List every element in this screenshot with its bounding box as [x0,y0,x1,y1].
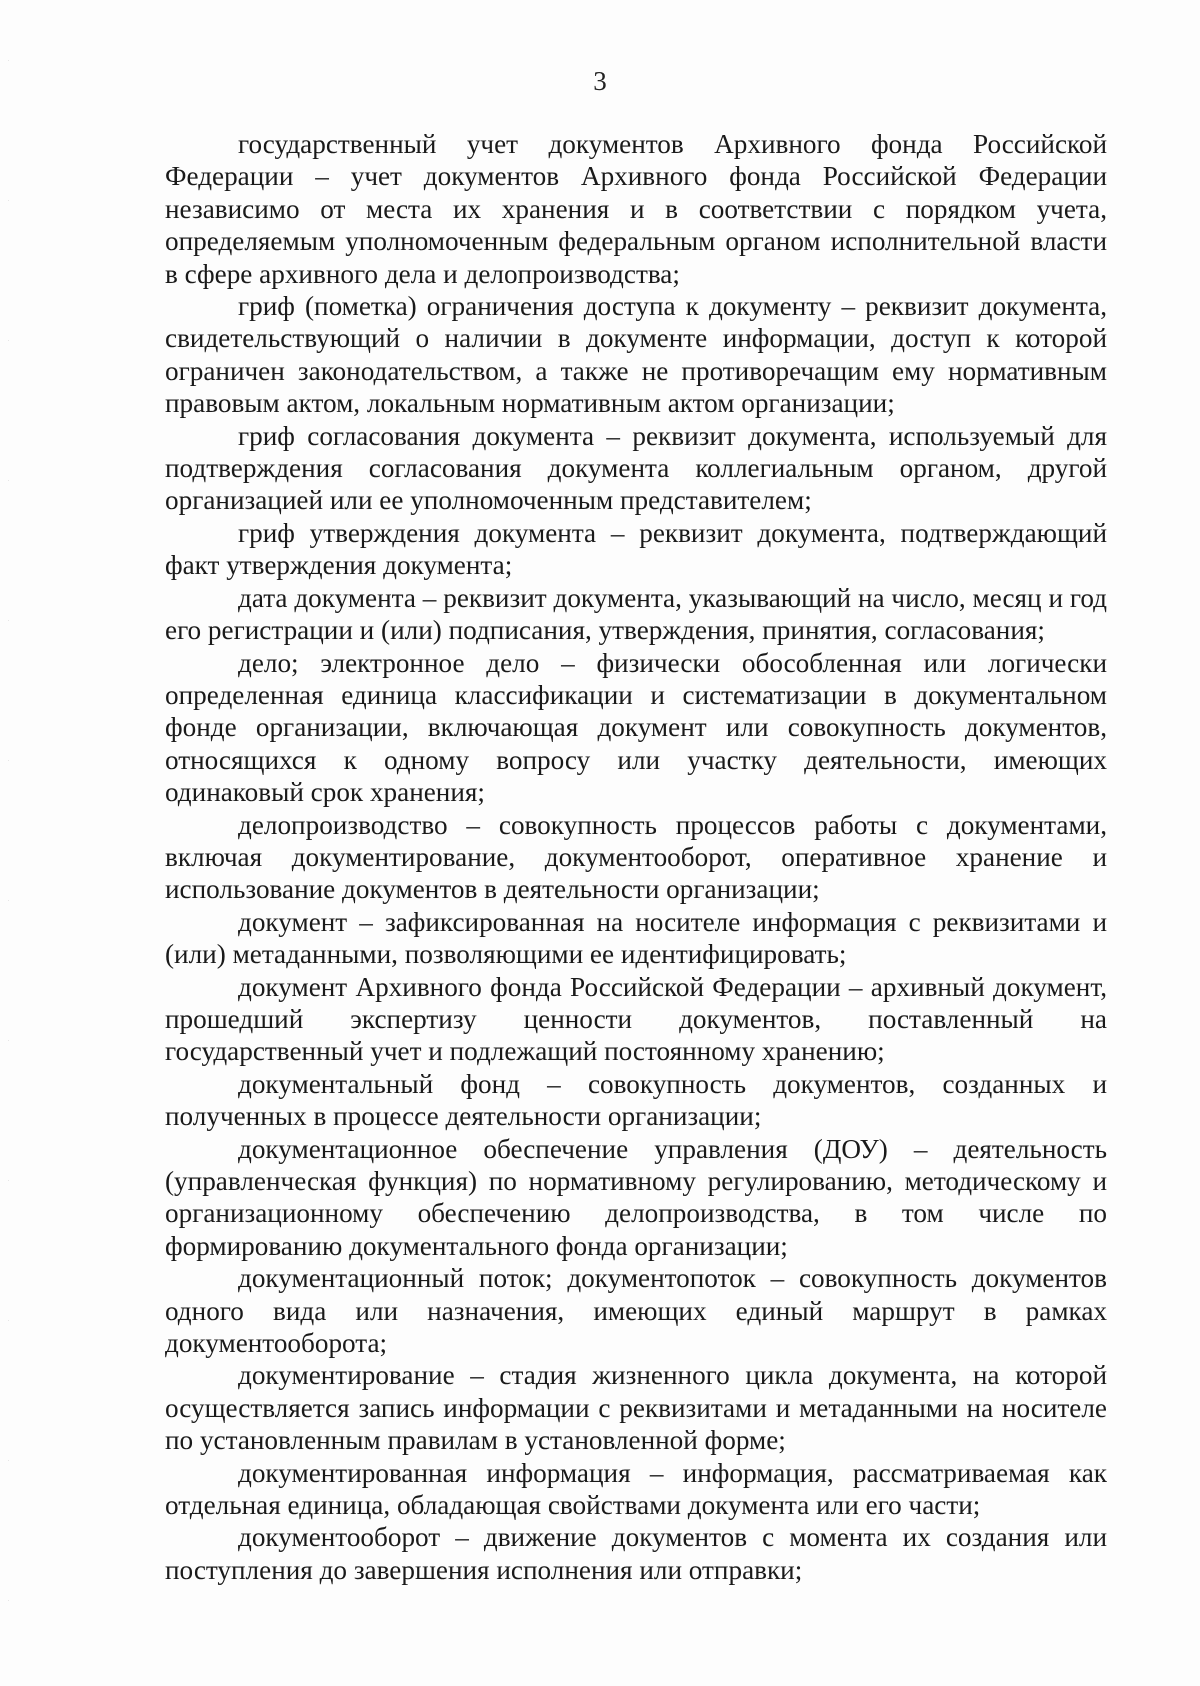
paragraph: делопроизводство – совокупность процессов работы с документами, включая документирование, документооборот, оперативное хранение и использование документов в деятельности организации; [165,809,1107,905]
paragraph: гриф утверждения документа – реквизит документа, подтверждающий факт утверждения документа; [165,517,1107,581]
paragraph: документационный поток; документопоток – совокупность документов одного вида или назначения, имеющих единый маршрут в рамках документооборота; [165,1263,1107,1359]
paragraph: документальный фонд – совокупность документов, созданных и полученных в процессе деятельности организации; [165,1068,1107,1132]
paragraph: документационное обеспечение управления (ДОУ) – деятельность (управленческая функция) по нормативному регулированию, методическому и организационному обеспечению делопроизводства, в том числе по формированию документального фонда организации; [165,1133,1107,1261]
paragraph: документированная информация – информация, рассматриваемая как отдельная единица, обладающая свойствами документа или его части; [165,1457,1107,1521]
paragraph: государственный учет документов Архивного фонда Российской Федерации – учет документов Архивного фонда Российской Федерации независимо от места их хранения и в соответствии с порядком учета, определяемым уполномоченным федеральным органом исполнительной власти в сфере архивного дела и делопроизводства; [165,129,1107,289]
paragraph: документ Архивного фонда Российской Федерации – архивный документ, прошедший экспертизу ценности документов, поставленный на государственный учет и подлежащий постоянному хранению; [165,971,1107,1067]
scan-edge-artifact [8,0,9,1686]
paragraph: дело; электронное дело – физически обособленная или логически определенная единица классификации и систематизации в документальном фонде организации, включающая документ или совокупность документов, относящихся к одному вопросу или участку деятельности, имеющих одинаковый срок хранения; [165,647,1107,808]
paragraph: гриф согласования документа – реквизит документа, используемый для подтверждения согласования документа коллегиальным органом, другой организацией или ее уполномоченным представителем; [165,420,1107,516]
paragraph: гриф (пометка) ограничения доступа к документу – реквизит документа, свидетельствующий о наличии в документе информации, доступ к которой ограничен законодательством, а также не противоречащим ему нормативным правовым актом, локальным нормативным актом организации; [165,291,1107,419]
paragraph: дата документа – реквизит документа, указывающий на число, месяц и год его регистрации и (или) подписания, утверждения, принятия, согласования; [165,582,1107,646]
page-number: 3 [593,66,607,96]
paragraph: документирование – стадия жизненного цикла документа, на которой осуществляется запись информации с реквизитами и метаданными на носителе по установленным правилам в установленной форме; [165,1360,1107,1456]
paragraph: документооборот – движение документов с момента их создания или поступления до завершения исполнения или отправки; [165,1522,1107,1585]
paragraph: документ – зафиксированная на носителе информация с реквизитами и (или) метаданными, позволяющими ее идентифицировать; [165,906,1107,970]
definitions-text [165,128,1107,1586]
